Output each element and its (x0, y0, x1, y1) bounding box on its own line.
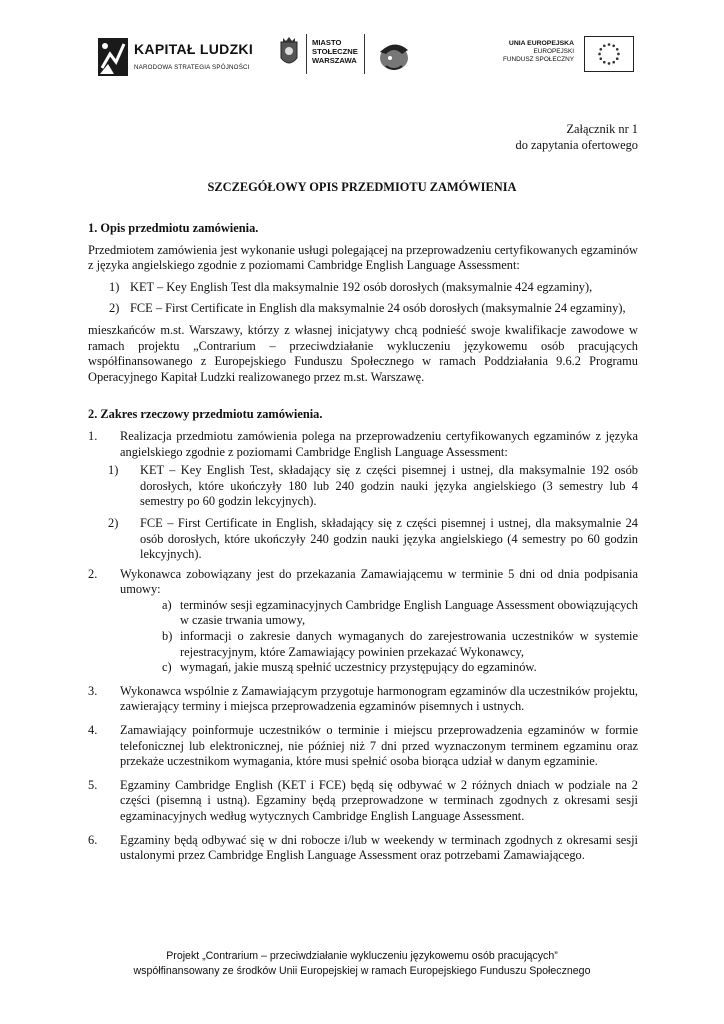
document-title: SZCZEGÓŁOWY OPIS PRZEDMIOTU ZAMÓWIENIA (207, 180, 517, 194)
annex-reference (516, 122, 638, 153)
sub-marker: b) (162, 629, 173, 644)
warsaw-divider (306, 34, 307, 74)
kapital-ludzki-logo (96, 32, 254, 80)
sub-marker: 1) (108, 463, 119, 478)
warsaw-crest-icon (278, 36, 300, 70)
section-1-closing: mieszkańców m.st. Warszawy, którzy z własnej inicjatywy chcą podnieść swoje kwalifikacje zawodowe w ramach projektu „Contrarium – przeciwdziałanie wykluczeniu językowemu osób pracujących współfinansowanego z Europejskiego Funduszu Społecznego w ramach Poddziałania 9.6.2 Programu Operacyjnego Kapitał Ludzki realizowanego przez m.st. Warszawę. (88, 322, 638, 384)
section-1-intro: Przedmiotem zamówienia jest wykonanie usługi polegającej na przeprowadzeniu certyfikowanych egzaminów z języka angielskiego zgodnie z poziomami Cambridge English Language Assessment: (88, 242, 638, 273)
list-item-text: KET – Key English Test dla maksymalnie 192 osób dorosłych (maksymalnie 424 egzaminy), (130, 279, 593, 294)
footer-line-1: Projekt „Contrarium – przeciwdziałanie wykluczeniu językowemu osób pracujących” (166, 950, 558, 962)
point-text: Egzaminy będą odbywać się w dni robocze i/lub w weekendy w terminach zgodnych z okresami sesji ustalonymi przez Cambridge English Language Assessment oraz potrzebami Zamawiającego. (120, 832, 638, 863)
warsaw-divider-2 (364, 34, 365, 74)
eu-flag-icon (584, 36, 634, 72)
eu-text (488, 40, 574, 64)
document-body (88, 221, 638, 864)
point-text: Egzaminy Cambridge English (KET i FCE) będą się odbywać w 2 różnych dniach w podziale na 2 części (pisemną i ustną). Egzaminy będą przeprowadzone w terminach zgodnych z okresami sesji egzaminacyjnych według wytycznych Cambridge English Language Assessment. (120, 777, 638, 823)
footer-line-2: współfinansowany ze środków Unii Europejskiej w ramach Europejskiego Funduszu Społecznego (133, 964, 591, 977)
eu-line-1: UNIA EUROPEJSKA (508, 40, 574, 47)
point-marker: 4. (88, 723, 98, 738)
sub-marker: c) (162, 660, 172, 675)
point-marker: 5. (88, 777, 98, 792)
list-item (88, 301, 638, 317)
annex-line-2: do zapytania ofertowego (515, 137, 638, 152)
eu-line-2: EUROPEJSKI (533, 48, 574, 55)
kapital-ludzki-subtitle: NARODOWA STRATEGIA SPÓJNOŚCI (134, 64, 250, 71)
kapital-ludzki-title: KAPITAŁ LUDZKI (134, 41, 254, 57)
page-footer (0, 949, 724, 978)
point-marker: 2. (88, 566, 98, 581)
warsaw-line-3: WARSZAWA (312, 56, 357, 65)
sub-item-text: informacji o zakresie danych wymaganych do zarejestrowania uczestników w systemie rejestracyjnym, które Zamawiający powinien przekazać Wykonawcy, (180, 629, 638, 659)
point-marker: 3. (88, 683, 98, 698)
sub-item-text: wymagań, jakie muszą spełnić uczestnicy przystępujący do egzaminów. (180, 660, 537, 675)
list-marker: 2) (109, 301, 120, 316)
list-item (88, 280, 638, 296)
point-5 (88, 778, 638, 825)
point-1 (88, 429, 638, 460)
point-marker: 6. (88, 832, 98, 847)
point-text: Realizacja przedmiotu zamówienia polega na przeprowadzeniu certyfikowanych egzaminów z języka angielskiego zgodnie z poziomami Cambridge English Language Assessment: (120, 428, 638, 459)
section-1-list (88, 280, 638, 317)
warsaw-logo (278, 34, 438, 80)
sub-marker: a) (162, 597, 172, 612)
list-item-text: FCE – First Certificate in English dla maksymalnie 24 osób dorosłych (maksymalnie 24 egzaminy), (130, 301, 626, 316)
sub-item (88, 660, 638, 676)
point-text: Wykonawca zobowiązany jest do przekazania Zamawiającemu w terminie 5 dni od dnia podpisania umowy: (120, 566, 638, 597)
point-3 (88, 684, 638, 715)
point-text: Wykonawca wspólnie z Zamawiającym przygotuje harmonogram egzaminów dla uczestników projektu, zawierający terminy i miejsca przeprowadzenia egzaminów pisemnych i ustnych. (120, 683, 638, 714)
point-4 (88, 723, 638, 770)
eu-logo (488, 36, 638, 78)
sub-item (88, 516, 638, 563)
sub-item-text: FCE – First Certificate in English, składający się z części pisemnej i ustnej, dla maksymalnie 24 osób dorosłych, które ukończyły 240 godzin nauki języka angielskiego (4 semestry po 60 godzin lekcyjnych). (140, 515, 638, 562)
point-text: Zamawiający poinformuje uczestników o terminie i miejscu przeprowadzenia egzaminów w formie telefonicznej lub elektronicznej, nie później niż 7 dni przed wyznaczonym terminem egzaminu oraz przekaże uczestnikom wymagania, które musi spełnić osoba biorąca udział w danym egzaminie. (120, 723, 638, 769)
sub-item (88, 629, 638, 660)
sub-item (88, 598, 638, 629)
point-2 (88, 567, 638, 598)
sub-marker: 2) (108, 515, 119, 530)
header-logos (88, 22, 640, 84)
point-6 (88, 833, 638, 864)
section-1-heading: 1. Opis przedmiotu zamówienia. (88, 221, 259, 235)
sub-item-text: KET – Key English Test, składający się z części pisemnej i ustnej, dla maksymalnie 192 osób dorosłych, które ukończyły 180 lub 240 godzin nauki języka angielskiego (3 semestry lub 4 semestry po 60 godzin lekcyjnych). (140, 463, 638, 509)
kapital-ludzki-emblem-icon (96, 34, 130, 78)
annex-line-1: Załącznik nr 1 (566, 122, 638, 136)
point-marker: 1. (88, 428, 98, 443)
warsaw-name (312, 38, 362, 65)
warsaw-line-1: MIASTO (312, 38, 342, 47)
sub-item (88, 463, 638, 510)
eu-line-3: FUNDUSZ SPOŁECZNY (502, 56, 574, 63)
section-2-heading: 2. Zakres rzeczowy przedmiotu zamówienia. (88, 407, 323, 422)
sub-item-text: terminów sesji egzaminacyjnych Cambridge English Language Assessment obowiązujących w czasie trwania umowy, (180, 597, 638, 628)
warsaw-line-2: STOŁECZNE (312, 47, 358, 56)
project-mascot-icon (372, 36, 416, 76)
list-marker: 1) (109, 279, 120, 294)
